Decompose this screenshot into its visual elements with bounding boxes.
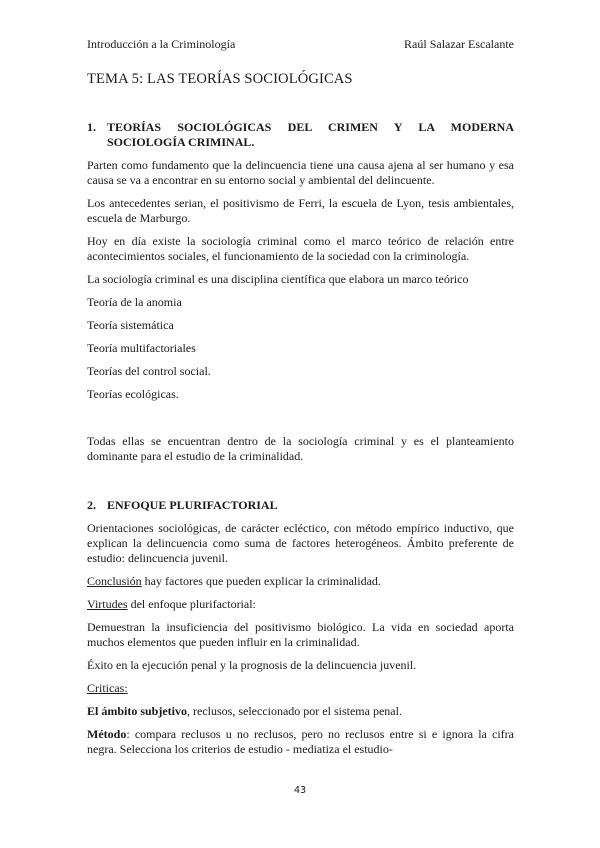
virtues-label: Virtudes	[87, 597, 128, 611]
metodo-label: Método	[87, 727, 127, 741]
virtues-paragraph	[87, 597, 514, 612]
page-number: 43	[293, 785, 307, 796]
criticas-label: Criticas:	[87, 681, 128, 695]
theory-item: Teorías del control social.	[87, 364, 211, 378]
theory-item: Teoría sistemática	[87, 318, 174, 332]
section-1-heading-text: TEORÍAS SOCIOLÓGICAS DEL CRIMEN Y LA MODERNA SOCIOLOGÍA CRIMINAL.	[107, 120, 514, 149]
running-header-author: Raúl Salazar Escalante	[404, 37, 514, 51]
theory-item: Teoría de la anomia	[87, 295, 182, 309]
running-header-course: Introducción a la Criminología	[87, 37, 236, 51]
section-1-paragraph-2: Los antecedentes serian, el positivismo de Ferri, la escuela de Lyon, tesis ambientales, escuela de Marburgo.	[87, 196, 514, 225]
section-1-paragraph-4: La sociología criminal es una disciplina científica que elabora un marco teórico	[87, 272, 469, 286]
metodo-text: : compara reclusos u no reclusos, pero no reclusos entre si e ignora la cifra negra. Selecciona los criterios de estudio - mediatiza el estudio-	[87, 727, 514, 756]
section-1-paragraph-3: Hoy en día existe la sociología criminal como el marco teórico de relación entre acontecimientos sociales, el funcionamiento de la sociedad con la criminología.	[87, 234, 514, 263]
theory-item: Teorías ecológicas.	[87, 387, 179, 401]
theory-item: Teoría multifactoriales	[87, 341, 196, 355]
criticas-paragraph	[87, 681, 514, 696]
metodo-paragraph	[87, 727, 514, 757]
section-1-number: 1.	[87, 120, 96, 134]
page-body	[87, 120, 514, 765]
section-2-paragraph-3: Éxito en la ejecución penal y la prognosis de la delincuencia juvenil.	[87, 658, 417, 672]
section-2-heading-text: ENFOQUE PLURIFACTORIAL	[107, 498, 278, 512]
section-2-paragraph-2: Demuestran la insuficiencia del positivismo biológico. La vida en sociedad aporta muchos elementos que pueden influir en la criminalidad.	[87, 620, 514, 649]
conclusion-label: Conclusión	[87, 574, 142, 588]
ambito-paragraph	[87, 704, 514, 719]
section-2-number: 2.	[87, 498, 96, 512]
section-1-paragraph-1: Parten como fundamento que la delincuencia tiene una causa ajena al ser humano y esa causa se va a encontrar en su entorno social y ambiental del delincuente.	[87, 158, 514, 187]
ambito-text: , reclusos, seleccionado por el sistema penal.	[187, 704, 402, 718]
chapter-title: TEMA 5: LAS TEORÍAS SOCIOLÓGICAS	[87, 71, 353, 87]
section-1-paragraph-5: Todas ellas se encuentran dentro de la sociología criminal y es el planteamiento dominante para el estudio de la criminalidad.	[87, 434, 514, 463]
conclusion-paragraph	[87, 574, 514, 589]
ambito-label: El ámbito subjetivo	[87, 704, 188, 718]
conclusion-text: hay factores que pueden explicar la criminalidad.	[141, 574, 381, 588]
section-2-heading	[87, 498, 514, 513]
section-1-heading	[87, 120, 514, 150]
virtues-text: del enfoque plurifactorial:	[127, 597, 256, 611]
section-2-paragraph-1: Orientaciones sociológicas, de carácter ecléctico, con método empírico inductivo, que explican la delincuencia como suma de factores heterogéneos. Ámbito preferente de estudio: delincuencia juvenil.	[87, 521, 514, 565]
